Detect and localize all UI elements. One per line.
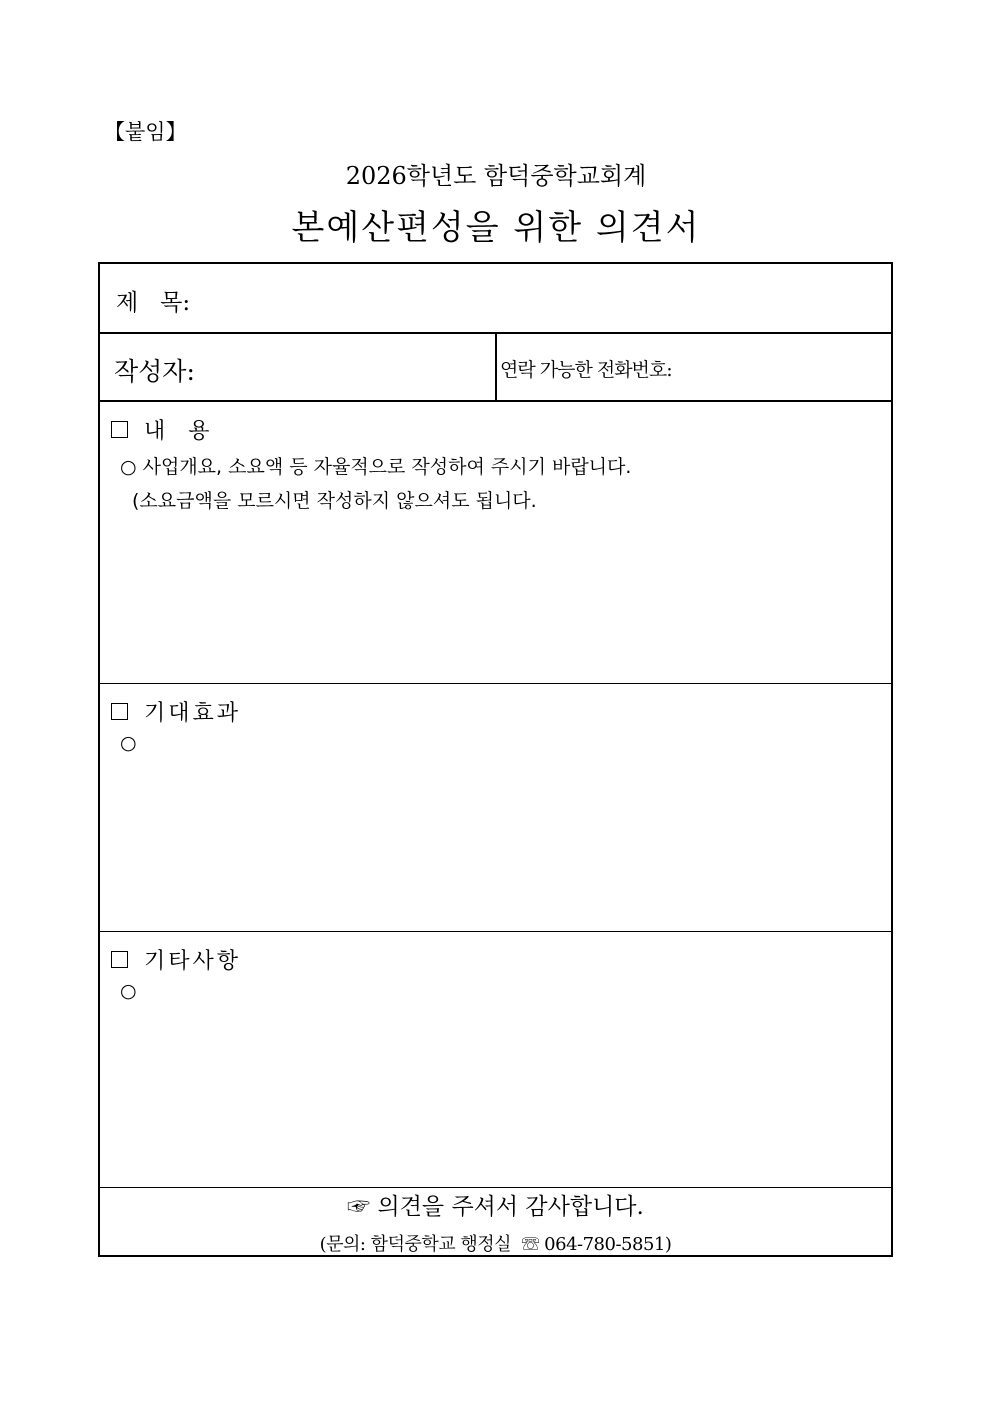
author-row — [100, 334, 891, 402]
content-heading-text: 내 용 — [144, 419, 213, 444]
circle-bullet-icon: ○ — [120, 980, 137, 1002]
expected-effect-section[interactable] — [100, 684, 891, 932]
title-row[interactable] — [100, 264, 891, 334]
author-field-label: 작성자: — [114, 357, 195, 386]
phone-field-label: 연락 가능한 전화번호: — [500, 359, 672, 381]
title-field-label: 제 목: — [116, 290, 191, 316]
content-instruction-1: ○ 사업개요, 소요액 등 자율적으로 작성하여 주시기 바랍니다. — [120, 456, 632, 478]
checkbox-icon — [111, 421, 128, 438]
document-title: 본예산편성을 위한 의견서 — [291, 208, 701, 248]
other-matters-section[interactable] — [100, 932, 891, 1188]
circle-bullet-icon: ○ — [120, 732, 137, 754]
attachment-label: 【붙임】 — [104, 120, 187, 144]
expected-effect-heading-text: 기대효과 — [144, 701, 242, 726]
other-matters-heading — [111, 944, 241, 975]
content-instruction-2: (소요금액을 모르시면 작성하지 않으셔도 됩니다. — [132, 490, 537, 512]
opinion-form-table — [98, 262, 893, 1257]
footer-row — [100, 1188, 891, 1255]
checkbox-icon — [111, 951, 128, 968]
checkbox-icon — [111, 703, 128, 720]
thanks-message: ☞ 의견을 주셔서 감사합니다. — [347, 1194, 644, 1220]
expected-effect-heading — [111, 696, 241, 727]
content-heading — [111, 414, 213, 445]
author-cell[interactable] — [100, 334, 497, 400]
content-section[interactable] — [100, 402, 891, 684]
other-matters-heading-text: 기타사항 — [144, 949, 242, 974]
document-subtitle: 2026학년도 함덕중학교회계 — [345, 162, 647, 190]
contact-info: (문의: 함덕중학교 행정실 ☏ 064-780-5851) — [319, 1234, 672, 1255]
